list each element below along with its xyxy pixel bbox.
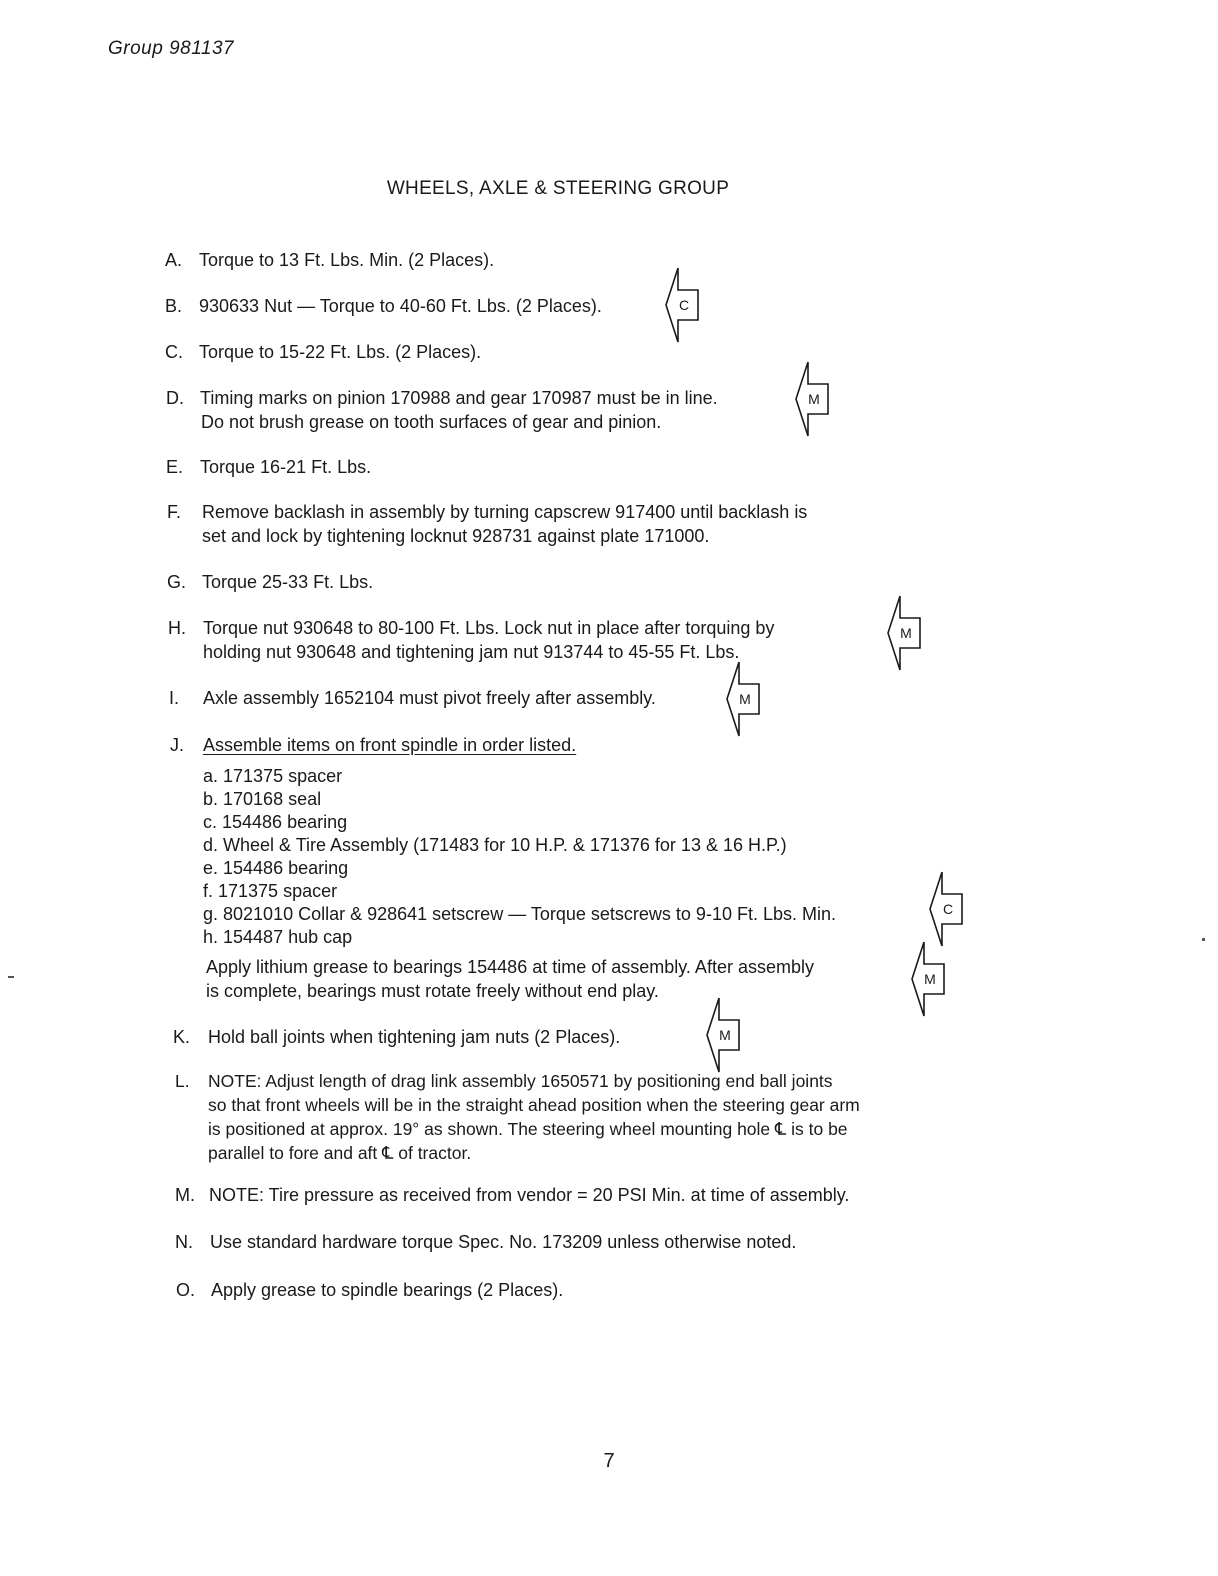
- note-line: is complete, bearings must rotate freely without end play.: [206, 981, 659, 1001]
- note-line: is positioned at approx. 19° as shown. The steering wheel mounting hole ℄ is to be: [208, 1119, 848, 1139]
- list-item: f. 171375 spacer: [203, 881, 338, 901]
- c-symbol-icon: [928, 870, 964, 948]
- symbol-letter: M: [739, 691, 751, 707]
- note-letter: J.: [170, 735, 185, 755]
- note-letter: H.: [168, 618, 186, 638]
- note-letter: O.: [176, 1280, 196, 1300]
- note-line: parallel to fore and aft ℄ of tractor.: [208, 1143, 472, 1163]
- symbol-letter: M: [924, 971, 936, 987]
- note-line: Assemble items on front spindle in order listed.: [203, 735, 577, 755]
- note-line: Apply lithium grease to bearings 154486 at time of assembly. After assembly: [206, 957, 814, 977]
- note-line: Torque to 15-22 Ft. Lbs. (2 Places).: [199, 342, 482, 362]
- m-symbol-icon: [910, 940, 946, 1018]
- note-line: Remove backlash in assembly by turning capscrew 917400 until backlash is: [202, 502, 808, 522]
- note-letter: I.: [169, 688, 180, 708]
- m-symbol-icon: [725, 660, 761, 738]
- c-symbol-icon: [664, 266, 700, 344]
- note-letter: M.: [175, 1185, 195, 1205]
- scan-mark: [1202, 938, 1205, 941]
- note-line: NOTE: Adjust length of drag link assembly 1650571 by positioning end ball joints: [208, 1071, 833, 1091]
- note-line: NOTE: Tire pressure as received from vendor = 20 PSI Min. at time of assembly.: [209, 1185, 850, 1205]
- note-letter: N.: [175, 1232, 193, 1252]
- list-item: b. 170168 seal: [203, 789, 322, 809]
- scan-mark: [8, 976, 14, 978]
- list-item: d. Wheel & Tire Assembly (171483 for 10 H.P. & 171376 for 13 & 16 H.P.): [203, 835, 787, 855]
- note-letter: K.: [173, 1027, 191, 1047]
- symbol-letter: M: [719, 1027, 731, 1043]
- m-symbol-icon: [794, 360, 830, 438]
- symbol-letter: M: [900, 625, 912, 641]
- note-letter: B.: [165, 296, 183, 316]
- note-letter: F.: [167, 502, 182, 522]
- page-number: 7: [603, 1450, 615, 1472]
- list-item: a. 171375 spacer: [203, 766, 343, 786]
- note-letter: A.: [165, 250, 183, 270]
- m-symbol-icon: [886, 594, 922, 672]
- list-item: g. 8021010 Collar & 928641 setscrew — Torque setscrews to 9-10 Ft. Lbs. Min.: [203, 904, 836, 924]
- note-letter: E.: [166, 457, 184, 477]
- note-line: Use standard hardware torque Spec. No. 173209 unless otherwise noted.: [210, 1232, 797, 1252]
- list-item: c. 154486 bearing: [203, 812, 348, 832]
- note-line: Do not brush grease on tooth surfaces of gear and pinion.: [201, 412, 662, 432]
- note-line: set and lock by tightening locknut 928731 against plate 171000.: [202, 526, 710, 546]
- note-letter: D.: [166, 388, 184, 408]
- note-letter: G.: [167, 572, 187, 592]
- note-line: Torque to 13 Ft. Lbs. Min. (2 Places).: [199, 250, 495, 270]
- symbol-letter: C: [678, 297, 690, 313]
- note-line: Torque 25-33 Ft. Lbs.: [202, 572, 374, 592]
- note-line: Torque nut 930648 to 80-100 Ft. Lbs. Lock nut in place after torquing by: [203, 618, 775, 638]
- group-number: Group 981137: [108, 38, 235, 59]
- list-item: h. 154487 hub cap: [203, 927, 353, 947]
- note-line: holding nut 930648 and tightening jam nut 913744 to 45-55 Ft. Lbs.: [203, 642, 740, 662]
- note-line: Hold ball joints when tightening jam nuts (2 Places).: [208, 1027, 621, 1047]
- note-line: Torque 16-21 Ft. Lbs.: [200, 457, 372, 477]
- note-line: so that front wheels will be in the straight ahead position when the steering gear arm: [208, 1095, 860, 1115]
- note-line: 930633 Nut — Torque to 40-60 Ft. Lbs. (2 Places).: [199, 296, 602, 316]
- note-letter: L.: [175, 1071, 190, 1091]
- note-letter: C.: [165, 342, 183, 362]
- symbol-letter: M: [808, 391, 820, 407]
- note-line: Timing marks on pinion 170988 and gear 170987 must be in line.: [200, 388, 718, 408]
- m-symbol-icon: [705, 996, 741, 1074]
- note-line: Apply grease to spindle bearings (2 Places).: [211, 1280, 564, 1300]
- page-title: WHEELS, AXLE & STEERING GROUP: [386, 178, 730, 199]
- symbol-letter: C: [942, 901, 954, 917]
- note-line: Axle assembly 1652104 must pivot freely after assembly.: [203, 688, 656, 708]
- list-item: e. 154486 bearing: [203, 858, 349, 878]
